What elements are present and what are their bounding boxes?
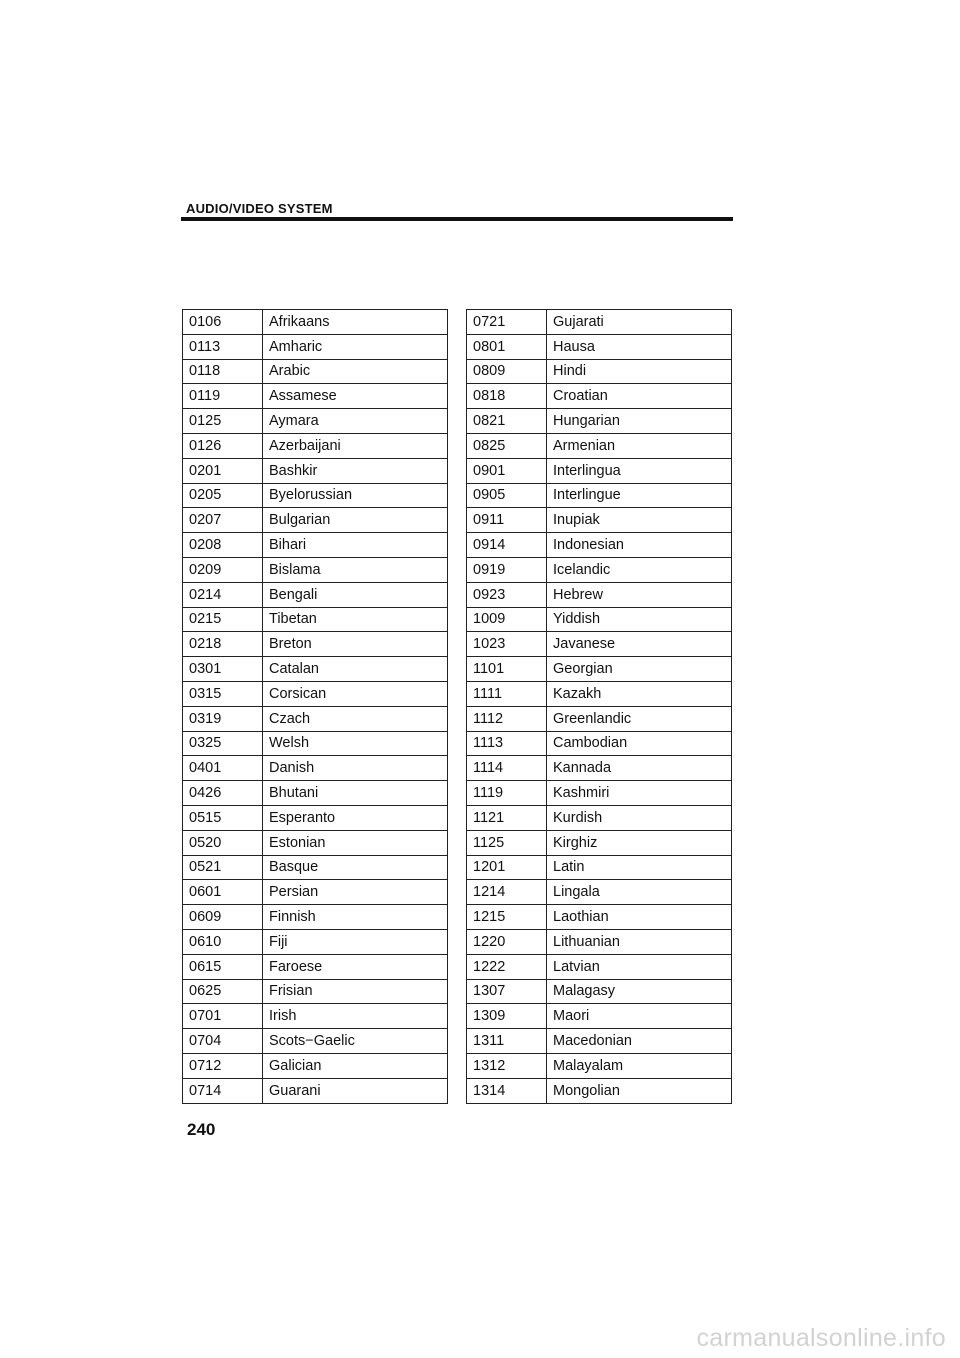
language-code: 1114 xyxy=(467,756,547,781)
language-code: 0515 xyxy=(183,805,263,830)
page-number: 240 xyxy=(187,1120,216,1139)
language-name: Lithuanian xyxy=(547,929,732,954)
table-row xyxy=(467,409,732,434)
table-row xyxy=(467,334,732,359)
table-row xyxy=(467,310,732,335)
language-name: Hebrew xyxy=(547,582,732,607)
language-name: Laothian xyxy=(547,905,732,930)
language-name: Hungarian xyxy=(547,409,732,434)
language-code: 1023 xyxy=(467,632,547,657)
language-code: 1125 xyxy=(467,830,547,855)
language-code: 1201 xyxy=(467,855,547,880)
table-row xyxy=(183,781,448,806)
language-name: Guarani xyxy=(263,1078,448,1103)
language-code: 0712 xyxy=(183,1053,263,1078)
table-row xyxy=(467,359,732,384)
language-name: Indonesian xyxy=(547,533,732,558)
language-code: 1112 xyxy=(467,706,547,731)
language-code: 0821 xyxy=(467,409,547,434)
table-row xyxy=(183,1029,448,1054)
language-code: 0809 xyxy=(467,359,547,384)
table-row xyxy=(183,905,448,930)
table-row xyxy=(183,607,448,632)
table-row xyxy=(467,458,732,483)
language-code: 0615 xyxy=(183,954,263,979)
language-code: 0426 xyxy=(183,781,263,806)
language-name: Yiddish xyxy=(547,607,732,632)
language-name: Interlingua xyxy=(547,458,732,483)
table-row xyxy=(467,632,732,657)
table-row xyxy=(467,1078,732,1103)
language-code: 0714 xyxy=(183,1078,263,1103)
watermark: carmanualsonline.info xyxy=(696,1324,946,1352)
table-row xyxy=(183,855,448,880)
language-name: Irish xyxy=(263,1004,448,1029)
language-name: Javanese xyxy=(547,632,732,657)
language-name: Galician xyxy=(263,1053,448,1078)
header-rule xyxy=(181,217,733,221)
language-name: Gujarati xyxy=(547,310,732,335)
language-code: 1312 xyxy=(467,1053,547,1078)
language-code: 0214 xyxy=(183,582,263,607)
table-row xyxy=(183,359,448,384)
language-code: 0919 xyxy=(467,557,547,582)
table-row xyxy=(183,954,448,979)
language-name: Bulgarian xyxy=(263,508,448,533)
language-name: Corsican xyxy=(263,681,448,706)
language-code: 1215 xyxy=(467,905,547,930)
table-row xyxy=(467,855,732,880)
language-code: 0325 xyxy=(183,731,263,756)
table-row xyxy=(467,582,732,607)
language-code: 1307 xyxy=(467,979,547,1004)
table-row xyxy=(183,657,448,682)
language-name: Bhutani xyxy=(263,781,448,806)
table-row xyxy=(183,508,448,533)
table-row xyxy=(183,384,448,409)
table-row xyxy=(183,310,448,335)
language-name: Macedonian xyxy=(547,1029,732,1054)
language-name: Bashkir xyxy=(263,458,448,483)
table-row xyxy=(467,508,732,533)
language-code: 0914 xyxy=(467,533,547,558)
table-row xyxy=(183,582,448,607)
table-row xyxy=(467,1029,732,1054)
language-code: 0825 xyxy=(467,433,547,458)
language-code: 1314 xyxy=(467,1078,547,1103)
language-name: Tibetan xyxy=(263,607,448,632)
language-name: Bislama xyxy=(263,557,448,582)
table-row xyxy=(183,334,448,359)
table-row xyxy=(467,607,732,632)
table-row xyxy=(467,483,732,508)
language-code: 0106 xyxy=(183,310,263,335)
language-name: Czach xyxy=(263,706,448,731)
language-name: Bengali xyxy=(263,582,448,607)
language-name: Maori xyxy=(547,1004,732,1029)
language-code: 0208 xyxy=(183,533,263,558)
language-name: Croatian xyxy=(547,384,732,409)
section-title: AUDIO/VIDEO SYSTEM xyxy=(186,201,333,216)
language-name: Fiji xyxy=(263,929,448,954)
language-code: 0118 xyxy=(183,359,263,384)
language-name: Byelorussian xyxy=(263,483,448,508)
language-code: 0610 xyxy=(183,929,263,954)
table-row xyxy=(467,781,732,806)
language-code: 0207 xyxy=(183,508,263,533)
language-code: 0721 xyxy=(467,310,547,335)
language-code: 0520 xyxy=(183,830,263,855)
language-code: 0818 xyxy=(467,384,547,409)
language-code: 0126 xyxy=(183,433,263,458)
language-code-table-left-body xyxy=(183,310,448,1104)
table-row xyxy=(183,409,448,434)
table-row xyxy=(183,433,448,458)
language-code: 0205 xyxy=(183,483,263,508)
table-row xyxy=(183,756,448,781)
language-name: Basque xyxy=(263,855,448,880)
language-code: 0701 xyxy=(183,1004,263,1029)
language-name: Interlingue xyxy=(547,483,732,508)
language-name: Breton xyxy=(263,632,448,657)
language-name: Greenlandic xyxy=(547,706,732,731)
language-code: 1009 xyxy=(467,607,547,632)
language-code: 0901 xyxy=(467,458,547,483)
table-row xyxy=(467,929,732,954)
language-name: Assamese xyxy=(263,384,448,409)
language-code: 1220 xyxy=(467,929,547,954)
language-code: 0401 xyxy=(183,756,263,781)
language-code: 1214 xyxy=(467,880,547,905)
language-name: Danish xyxy=(263,756,448,781)
table-row xyxy=(467,657,732,682)
language-name: Mongolian xyxy=(547,1078,732,1103)
table-row xyxy=(467,706,732,731)
language-code: 0923 xyxy=(467,582,547,607)
language-name: Frisian xyxy=(263,979,448,1004)
language-name: Kashmiri xyxy=(547,781,732,806)
language-name: Icelandic xyxy=(547,557,732,582)
language-name: Armenian xyxy=(547,433,732,458)
language-code: 0609 xyxy=(183,905,263,930)
language-code-table-right-body xyxy=(467,310,732,1104)
language-name: Kannada xyxy=(547,756,732,781)
table-row xyxy=(183,681,448,706)
table-row xyxy=(467,805,732,830)
language-name: Amharic xyxy=(263,334,448,359)
table-row xyxy=(183,706,448,731)
language-name: Kazakh xyxy=(547,681,732,706)
table-row xyxy=(183,830,448,855)
language-code: 0319 xyxy=(183,706,263,731)
language-name: Welsh xyxy=(263,731,448,756)
language-name: Aymara xyxy=(263,409,448,434)
table-row xyxy=(183,1078,448,1103)
language-name: Lingala xyxy=(547,880,732,905)
language-code: 1311 xyxy=(467,1029,547,1054)
language-code: 0625 xyxy=(183,979,263,1004)
table-row xyxy=(467,731,732,756)
table-row xyxy=(183,805,448,830)
language-name: Kirghiz xyxy=(547,830,732,855)
table-row xyxy=(467,557,732,582)
language-name: Latin xyxy=(547,855,732,880)
language-name: Scots−Gaelic xyxy=(263,1029,448,1054)
language-code: 0201 xyxy=(183,458,263,483)
language-code: 0113 xyxy=(183,334,263,359)
language-name: Finnish xyxy=(263,905,448,930)
table-row xyxy=(467,905,732,930)
table-row xyxy=(467,433,732,458)
language-code: 0209 xyxy=(183,557,263,582)
language-name: Azerbaijani xyxy=(263,433,448,458)
table-row xyxy=(467,533,732,558)
table-row xyxy=(183,731,448,756)
language-code: 1119 xyxy=(467,781,547,806)
table-row xyxy=(183,979,448,1004)
table-row xyxy=(467,954,732,979)
table-row xyxy=(183,533,448,558)
language-name: Malayalam xyxy=(547,1053,732,1078)
language-code: 0125 xyxy=(183,409,263,434)
language-name: Georgian xyxy=(547,657,732,682)
language-name: Malagasy xyxy=(547,979,732,1004)
language-code: 0801 xyxy=(467,334,547,359)
table-row xyxy=(467,1053,732,1078)
language-name: Kurdish xyxy=(547,805,732,830)
language-code: 1111 xyxy=(467,681,547,706)
table-row xyxy=(467,880,732,905)
language-code-table-right xyxy=(466,309,732,1104)
language-code: 1121 xyxy=(467,805,547,830)
table-row xyxy=(183,880,448,905)
table-row xyxy=(183,929,448,954)
language-code: 0218 xyxy=(183,632,263,657)
language-code: 0315 xyxy=(183,681,263,706)
table-row xyxy=(467,979,732,1004)
language-name: Persian xyxy=(263,880,448,905)
table-row xyxy=(467,756,732,781)
language-code: 0905 xyxy=(467,483,547,508)
language-code: 0301 xyxy=(183,657,263,682)
language-name: Afrikaans xyxy=(263,310,448,335)
language-name: Catalan xyxy=(263,657,448,682)
table-row xyxy=(183,1053,448,1078)
language-code-table-left xyxy=(182,309,448,1104)
language-name: Hindi xyxy=(547,359,732,384)
table-row xyxy=(467,1004,732,1029)
language-code: 1101 xyxy=(467,657,547,682)
table-row xyxy=(183,557,448,582)
table-row xyxy=(467,681,732,706)
table-row xyxy=(183,458,448,483)
language-name: Estonian xyxy=(263,830,448,855)
language-code: 1113 xyxy=(467,731,547,756)
language-code: 0601 xyxy=(183,880,263,905)
table-row xyxy=(183,483,448,508)
table-row xyxy=(467,830,732,855)
table-row xyxy=(183,632,448,657)
language-code: 0704 xyxy=(183,1029,263,1054)
language-code: 0521 xyxy=(183,855,263,880)
language-code: 1222 xyxy=(467,954,547,979)
language-code: 0215 xyxy=(183,607,263,632)
language-name: Hausa xyxy=(547,334,732,359)
table-row xyxy=(467,384,732,409)
language-code: 0911 xyxy=(467,508,547,533)
language-name: Latvian xyxy=(547,954,732,979)
language-name: Esperanto xyxy=(263,805,448,830)
language-name: Inupiak xyxy=(547,508,732,533)
language-code: 0119 xyxy=(183,384,263,409)
table-row xyxy=(183,1004,448,1029)
language-name: Arabic xyxy=(263,359,448,384)
language-name: Bihari xyxy=(263,533,448,558)
language-name: Faroese xyxy=(263,954,448,979)
language-name: Cambodian xyxy=(547,731,732,756)
language-code: 1309 xyxy=(467,1004,547,1029)
